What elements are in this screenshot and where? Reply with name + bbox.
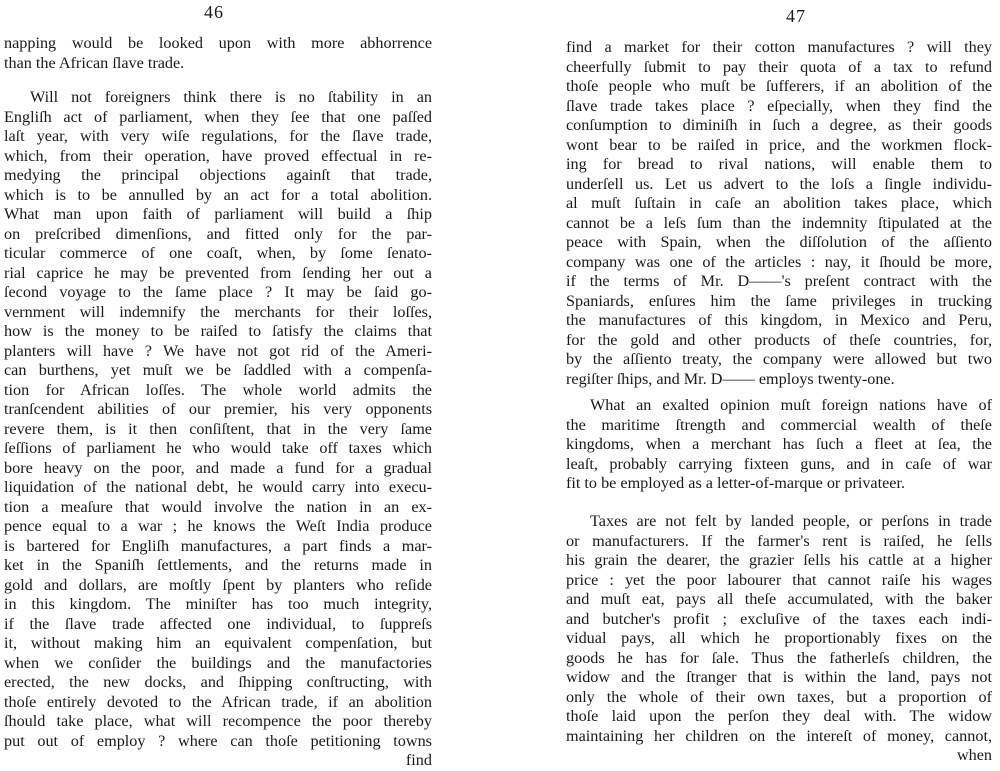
text-line: ticular commerce of one coaſt, when, by ſome ſenato- [4, 244, 432, 262]
text-line: is bartered for Engliſh manufactures, a part finds a mar- [4, 536, 432, 555]
text-line: the maritime ſtrength and commercial wealth of theſe [566, 415, 992, 434]
text-line: which, from their operation, have proved effectual in re- [4, 146, 432, 165]
text-line: widow and the ſtranger that is within the land, pays not [566, 668, 992, 686]
text-line: in this kingdom. The miniſter has too much integrity, [4, 595, 432, 613]
text-line: What an exalted opinion muſt foreign nations have of [590, 396, 992, 414]
text-line: how is the money to be raiſed to ſatisfy the claims that [4, 322, 432, 340]
text-line: al muſt ſuſtain in caſe an abolition takes place, which [566, 194, 992, 212]
left-paragraph-1 [0, 34, 498, 73]
catchword: find [405, 751, 432, 769]
text-line: medying the principal objections againſt that trade, [4, 166, 432, 184]
text-line: it, without making him an equivalent compenſation, but [4, 634, 432, 652]
text-line: ing for bread to rival nations, will enable them to [566, 155, 992, 173]
text-line: or manufacturers. If the farmer's rent is raiſed, he ſells [566, 531, 992, 550]
text-line: than the African ſlave trade. [4, 53, 185, 72]
text-line: peace with Spain, when the diſſolution of the aſſiento [566, 233, 992, 251]
text-line: bore heavy on the poor, and made a fund for a gradual [4, 458, 432, 477]
text-line: Will not foreigners think there is no ſtability in an [30, 88, 432, 106]
text-line: liquidation of the national debt, he would carry into execu- [4, 478, 432, 496]
text-line: regiſter ſhips, and Mr. D—— employs twenty-one. [566, 369, 895, 388]
text-line: gold and dollars, are moſtly ſpent by planters who reſide [4, 575, 432, 594]
text-line: and butcher's profit ; excluſive of the taxes each indi- [566, 609, 992, 628]
text-line: which is to be annulled by an act for a total abolition. [4, 185, 432, 204]
text-line: What man upon faith of parliament will build a ſhip [4, 205, 432, 223]
right-paragraph-2 [560, 396, 996, 494]
text-line: only the whole of their own taxes, but a proportion of [566, 687, 992, 706]
text-line: for the gold and other products of theſe countries, for, [566, 330, 992, 349]
text-line: put out of employ ? where can thoſe petitioning towns [4, 731, 432, 750]
text-line: revere them, is it then conſiſtent, that in the very ſame [4, 419, 432, 438]
text-line: if the ſlave trade affected one individual, to ſuppreſs [4, 614, 432, 633]
text-line: thoſe laid upon the perſon they deal with. The widow [566, 707, 992, 725]
text-line: vernment will indemnify the merchants for their loſſes, [4, 302, 432, 321]
text-line: planters will have ? We have not got rid of the Ameri- [4, 341, 432, 360]
right-paragraph-3 [560, 512, 996, 766]
text-line: laſt year, with very wiſe regulations, for the ſlave trade, [4, 127, 432, 145]
text-line: vidual pays, all which he proportionably fixes on the [566, 629, 992, 647]
text-line: price : yet the poor labourer that cannot raiſe his wages [566, 570, 992, 589]
text-line: tranſcendent abilities of our premier, his very opponents [4, 400, 432, 418]
text-line: ſhould take place, what will recompence the poor thereby [4, 712, 432, 730]
text-line: goods he has for ſale. Thus the fatherleſs children, the [566, 648, 992, 667]
text-line: on preſcribed dimenſions, and fitted only for the par- [4, 224, 432, 243]
text-line: cannot be a leſs ſum than the indemnity ſtipulated at the [566, 213, 992, 232]
page-number-right: 47 [786, 6, 806, 26]
text-line: ſecond voyage to the ſame place ? It may be ſaid go- [4, 283, 432, 301]
text-line: napping would be looked upon with more abhorrence [4, 34, 432, 52]
text-line: fit to be employed as a letter-of-marque or privateer. [566, 474, 906, 492]
text-line: can burthens, yet muſt we be ſaddled with a compenſa- [4, 361, 432, 379]
text-line: ket in the Spaniſh ſettlements, and the returns made in [4, 556, 432, 574]
text-line: erected, the new docks, and ſhipping conſtructing, with [4, 673, 432, 691]
text-line: thoſe entirely devoted to the African trade, if an abolition [4, 692, 432, 711]
text-line: maintaining her children on the intereſt of money, cannot, [566, 726, 992, 745]
text-line: rial caprice he may be prevented from ſending her out a [4, 263, 432, 282]
text-line: Spaniards, enſures him the ſame privileges in trucking [566, 291, 992, 310]
text-line: if the terms of Mr. D——'s preſent contract with the [566, 272, 992, 290]
page-number-left: 46 [204, 2, 224, 22]
text-line: leaſt, probably carrying fixteen guns, and in caſe of war [566, 454, 992, 473]
text-line: tion a meaſure that would involve the nation in an ex- [4, 497, 432, 516]
text-line: find a market for their cotton manufactures ? will they [566, 38, 992, 56]
text-line: and muſt eat, pays all theſe accumulated, with the baker [566, 590, 992, 608]
text-line: pence equal to a war ; he knows the Weſt India produce [4, 517, 432, 535]
left-paragraph-2 [0, 88, 498, 771]
text-line: when we conſider the buildings and the manufactories [4, 653, 432, 672]
right-paragraph-1 [560, 38, 996, 389]
right-page [560, 0, 996, 764]
text-line: cheerfully ſubmit to pay their quota of a tax to refund [566, 57, 992, 76]
text-line: ſlave trade takes place ? eſpecially, when they find the [566, 96, 992, 115]
text-line: Engliſh act of parliament, when they ſee that one paſſed [4, 107, 432, 126]
text-line: company was one of the articles : nay, it ſhould be more, [566, 252, 992, 271]
text-line: Taxes are not felt by landed people, or perſons in trade [590, 512, 992, 530]
catchword: when [956, 746, 992, 764]
text-line: his grain the dearer, the grazier ſells his cattle at a higher [566, 551, 992, 569]
text-line: thoſe people who muſt be ſufferers, if an abolition of the [566, 77, 992, 95]
text-line: kingdoms, when a merchant has ſuch a fleet at ſea, the [566, 435, 992, 453]
text-line: wont bear to be raiſed in price, and the workmen flock- [566, 135, 992, 154]
text-line: underſell us. Let us advert to the loſs a ſingle individu- [566, 174, 992, 193]
text-line: ſeſſions of parliament he who would take off taxes which [4, 439, 432, 457]
left-page [0, 0, 498, 769]
text-line: tion for African loſſes. The whole world admits the [4, 380, 432, 399]
text-line: conſumption to diminiſh in ſuch a degree, as their goods [566, 116, 992, 134]
text-line: by the aſſiento treaty, the company were allowed but two [566, 350, 992, 368]
text-line: the manufactures of this kingdom, in Mexico and Peru, [566, 311, 992, 329]
